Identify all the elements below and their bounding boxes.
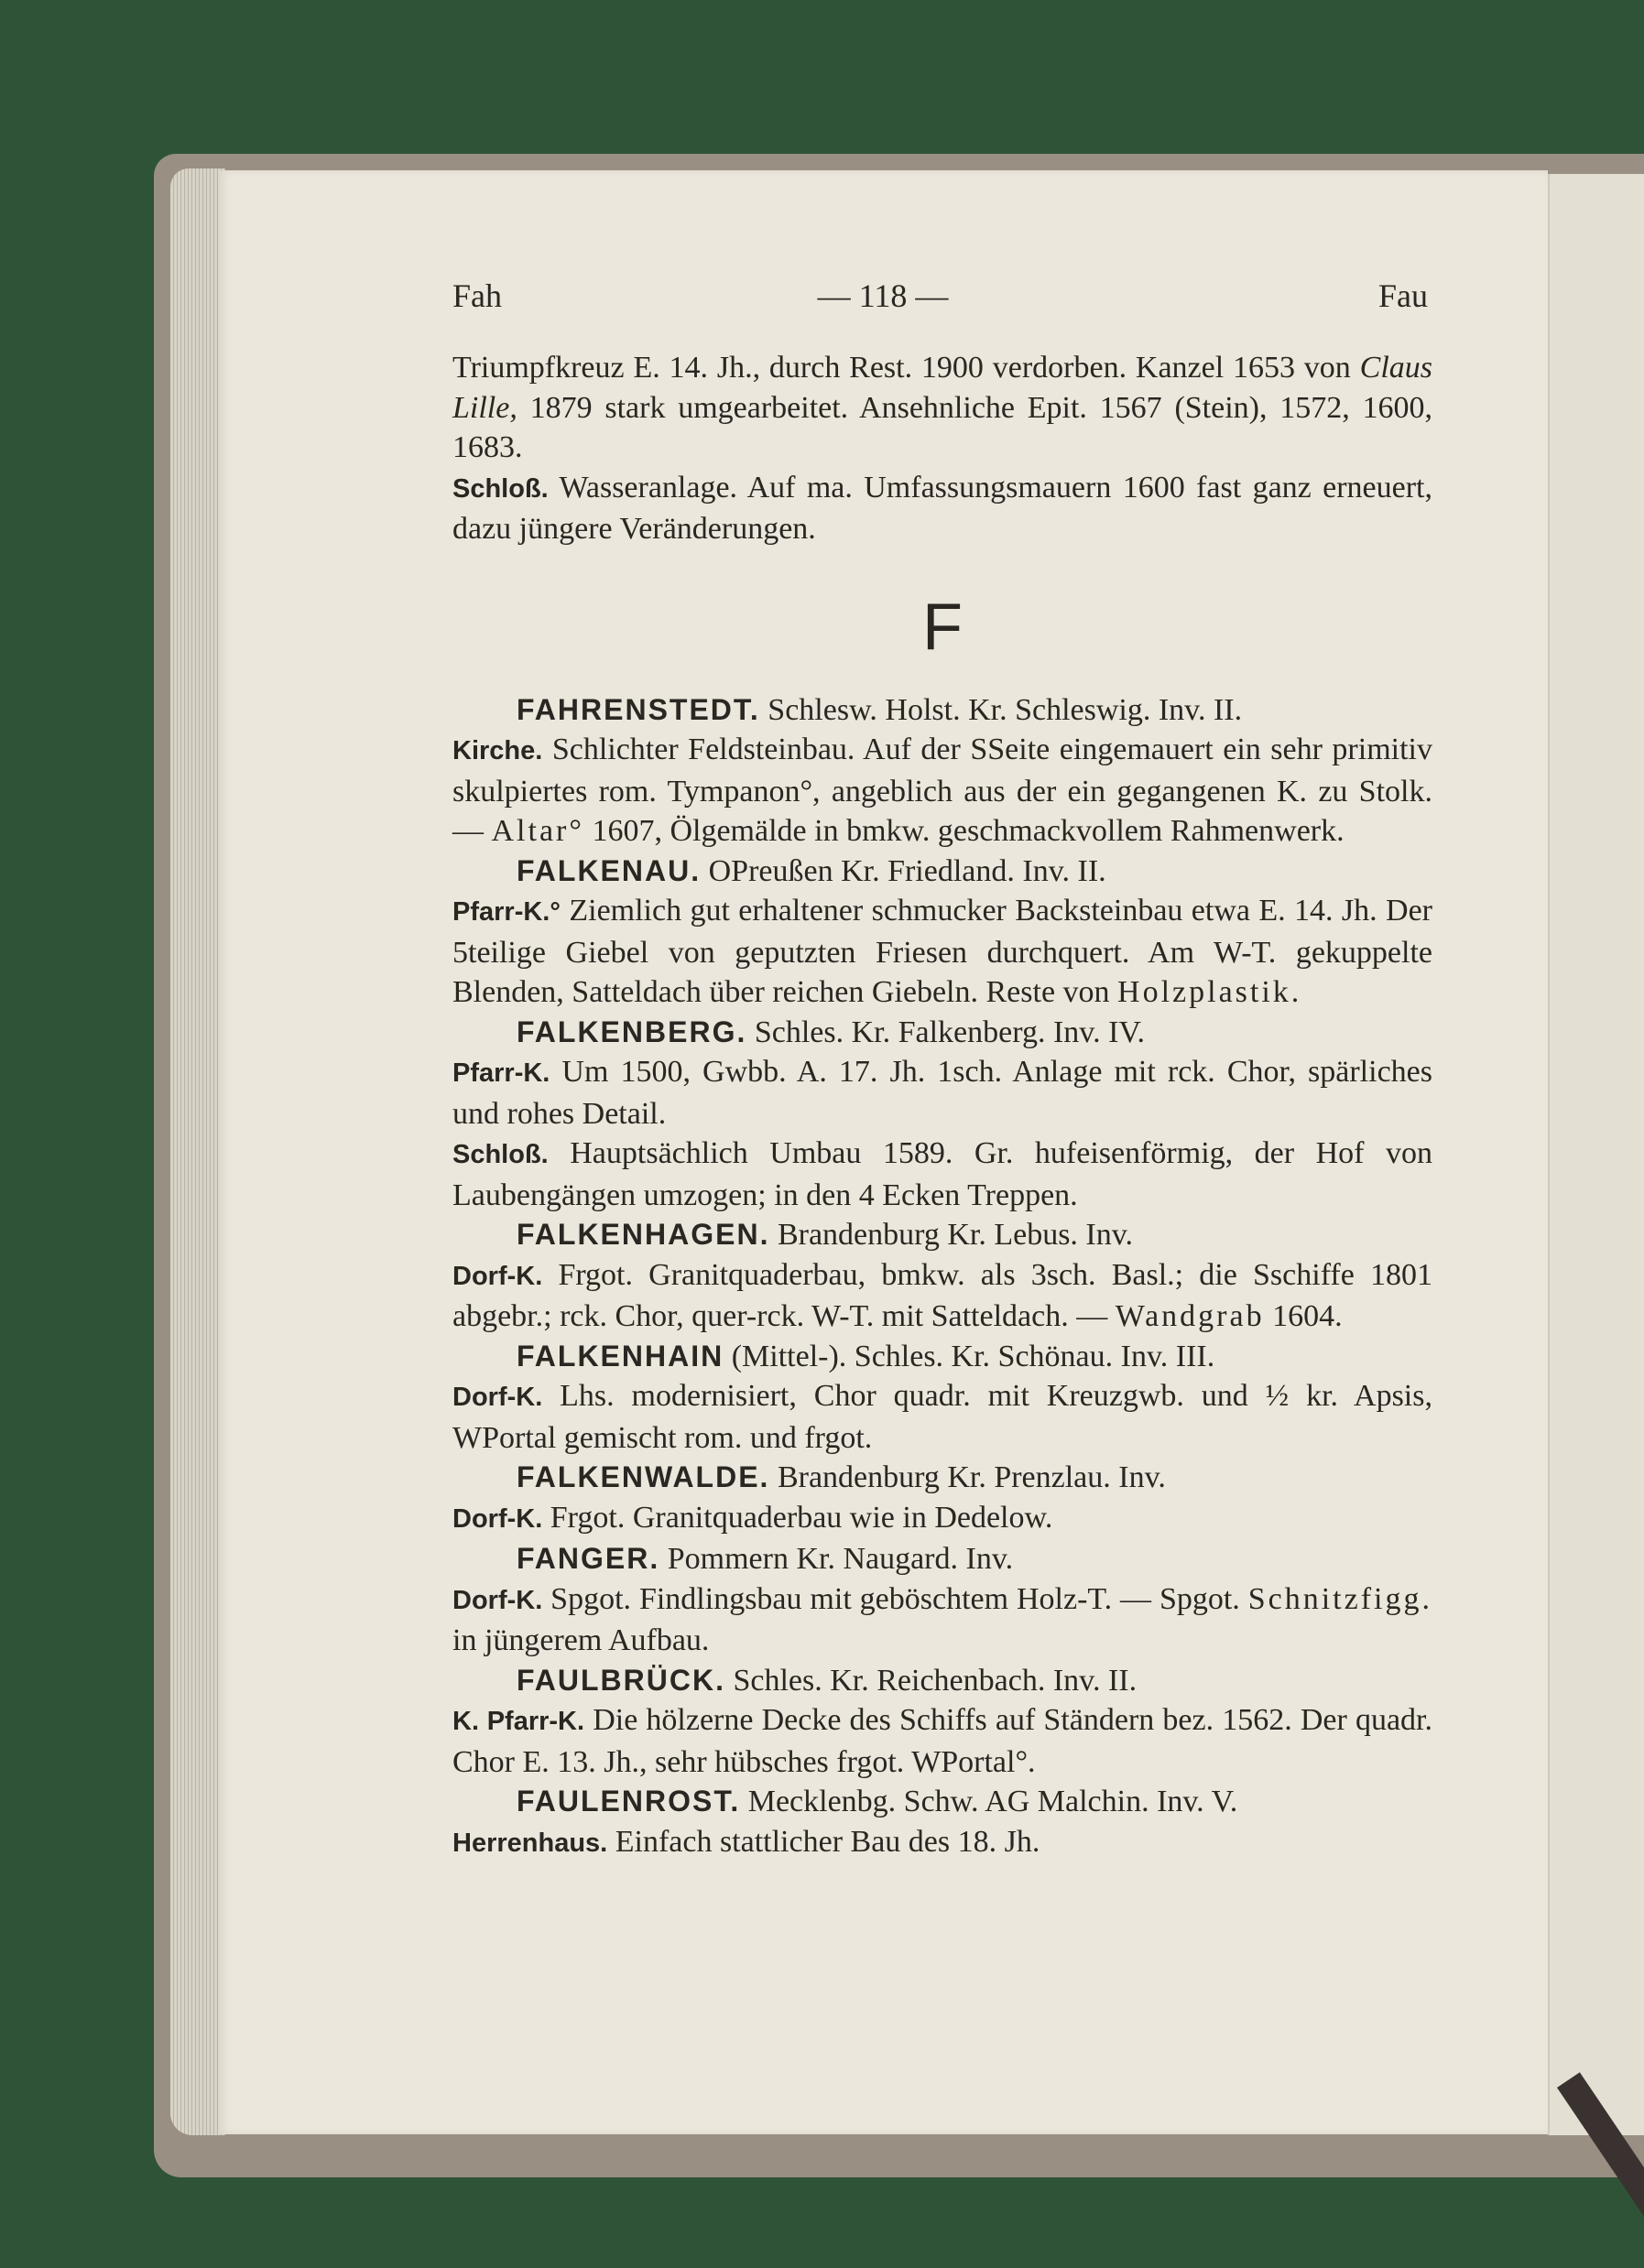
entry-description-2: [452, 1134, 1432, 1215]
entry-description: [452, 1498, 1432, 1540]
intro-paragraph-2: [452, 468, 1432, 549]
artist-name: Claus Lille,: [452, 351, 1432, 425]
place-name: FALKENWALDE.: [517, 1460, 770, 1493]
entry-description: [452, 1376, 1432, 1458]
place-name: FALKENHAGEN.: [517, 1218, 770, 1251]
entry-heading: [452, 1458, 1432, 1498]
description-text-2: 1604.: [1264, 1299, 1343, 1333]
region-text: (Mittel-). Schles. Kr. Schönau. Inv. III.: [724, 1339, 1215, 1373]
building-label: K. Pfarr-K.: [452, 1707, 585, 1736]
facing-page-edge: [1548, 174, 1644, 2135]
page-edges: [170, 168, 225, 2135]
entry-description: [452, 1822, 1432, 1864]
region-text: Brandenburg Kr. Lebus. Inv.: [769, 1218, 1134, 1252]
region-text: Schlesw. Holst. Kr. Schleswig. Inv. II.: [759, 692, 1243, 727]
intro-paragraph: [452, 348, 1432, 468]
place-name: FAHRENSTEDT.: [517, 692, 760, 726]
place-name: FAULBRÜCK.: [517, 1663, 725, 1697]
building-label: Dorf-K.: [452, 1383, 543, 1412]
region-text: Schles. Kr. Reichenbach. Inv. II.: [724, 1663, 1138, 1698]
entry-falkenberg: [452, 1013, 1432, 1216]
intro-text-2: 1879 stark umgearbeitet. Ansehnliche Epit. 1567 (Stein), 1572, 1600, 1683.: [452, 390, 1432, 464]
entry-fahrenstedt: [452, 690, 1432, 852]
description-text: Frgot. Granitquaderbau wie in Dedelow.: [542, 1500, 1053, 1535]
description-text: Die hölzerne Decke des Schiffs auf Ständern bez. 1562. Der quadr. Chor E. 13. Jh., sehr hübsches frgot. WPortal°.: [452, 1703, 1432, 1779]
description-text: Frgot. Granitquaderbau, bmkw. als 3sch. Basl.; die Sschiffe 1801 abgebr.; rck. Chor, quer-rck. W-T. mit Satteldach. —: [452, 1257, 1432, 1333]
entry-falkenau: [452, 852, 1432, 1013]
building-label: Kirche.: [452, 736, 543, 765]
entry-falkenhagen: [452, 1215, 1432, 1337]
entry-falkenwalde: [452, 1458, 1432, 1539]
running-header: [218, 277, 1548, 322]
description-text: Lhs. modernisiert, Chor quadr. mit Kreuzgwb. und ½ kr. Apsis, WPortal gemischt rom. und frgot.: [452, 1379, 1432, 1455]
page-number: — 118 —: [817, 277, 949, 314]
spaced-term: Holzplastik.: [1117, 975, 1302, 1009]
building-label: Dorf-K.: [452, 1503, 543, 1534]
place-name: FALKENHAIN: [517, 1339, 724, 1373]
description-text: Ziemlich gut erhaltener schmucker Backsteinbau etwa E. 14. Jh. Der 5teilige Giebel von geputzten Friesen durchquert. Am W-T. gekuppelte Blenden, Satteldach über reichen Giebeln. Reste von: [452, 894, 1432, 1009]
entry-falkenhain: [452, 1337, 1432, 1459]
entry-description: [452, 730, 1432, 852]
page-body: [452, 348, 1432, 1863]
place-name: FAULENROST.: [517, 1785, 741, 1818]
entry-faulenrost: [452, 1782, 1432, 1863]
section-letter: F: [922, 590, 963, 664]
building-label: Dorf-K.: [452, 1261, 543, 1291]
building-text: Wasseranlage. Auf ma. Umfassungsmauern 1600 fast ganz erneuert, dazu jüngere Veränderungen.: [452, 470, 1432, 546]
entry-fanger: [452, 1539, 1432, 1661]
entry-heading: [452, 690, 1432, 731]
intro-text: Triumpfkreuz E. 14. Jh., durch Rest. 1900 verdorben. Kanzel 1653 von: [452, 351, 1360, 385]
spaced-term: Schnitzfigg.: [1247, 1581, 1432, 1616]
region-text: Schles. Kr. Falkenberg. Inv. IV.: [746, 1015, 1146, 1049]
building-label: Dorf-K.: [452, 1585, 543, 1615]
building-label: Pfarr-K.°: [452, 897, 561, 927]
header-left-keyword: Fah: [452, 277, 502, 314]
entry-faulbrueck: [452, 1661, 1432, 1783]
header-right-keyword: Fau: [1378, 277, 1428, 314]
region-text: Mecklenbg. Schw. AG Malchin. Inv. V.: [740, 1785, 1238, 1818]
place-name: FANGER.: [517, 1542, 660, 1575]
book-page: [218, 170, 1548, 2134]
entry-heading: [452, 852, 1432, 892]
entry-heading: [452, 1215, 1432, 1255]
description-text: Schlichter Feldsteinbau. Auf der SSeite eingemauert ein sehr primitiv skulpiertes rom. Tympanon°, angeblich aus der ein gegangenen K. zu Stolk. —: [452, 732, 1432, 848]
entry-description: [452, 1700, 1432, 1782]
entry-heading: [452, 1337, 1432, 1377]
entry-heading: [452, 1782, 1432, 1822]
description-text: Spgot. Findlingsbau mit geböschtem Holz-T. — Spgot.: [542, 1581, 1248, 1616]
entry-description: [452, 891, 1432, 1013]
region-text: OPreußen Kr. Friedland. Inv. II.: [701, 853, 1106, 888]
place-name: FALKENBERG.: [517, 1015, 747, 1048]
entry-heading: [452, 1013, 1432, 1053]
place-name: FALKENAU.: [517, 853, 702, 887]
spaced-term: Wandgrab: [1115, 1299, 1265, 1333]
region-text: Pommern Kr. Naugard. Inv.: [659, 1542, 1014, 1576]
entry-heading: [452, 1539, 1432, 1579]
entry-description: [452, 1579, 1432, 1661]
entry-description: [452, 1052, 1432, 1134]
building-label-2: Schloß.: [452, 1140, 549, 1169]
spaced-term: Altar°: [491, 814, 584, 848]
building-label: Schloß.: [452, 473, 549, 504]
building-label: Herrenhaus.: [452, 1828, 608, 1858]
description-text-3: Hauptsächlich Umbau 1589. Gr. hufeisenförmig, der Hof von Laubengängen umzogen; in den 4 Ecken Treppen.: [452, 1136, 1432, 1212]
description-text-2: 1607, Ölgemälde in bmkw. geschmackvollem Rahmenwerk.: [583, 814, 1345, 848]
description-text-2: in jüngerem Aufbau.: [452, 1623, 710, 1657]
entry-description: [452, 1255, 1432, 1337]
intro-continuation: [452, 348, 1432, 549]
entry-heading: [452, 1661, 1432, 1701]
region-text: Brandenburg Kr. Prenzlau. Inv.: [769, 1460, 1166, 1494]
building-label: Pfarr-K.: [452, 1058, 550, 1088]
description-text: Einfach stattlicher Bau des 18. Jh.: [607, 1824, 1040, 1859]
description-text: Um 1500, Gwbb. A. 17. Jh. 1sch. Anlage mit rck. Chor, spärliches und rohes Detail.: [452, 1055, 1432, 1131]
